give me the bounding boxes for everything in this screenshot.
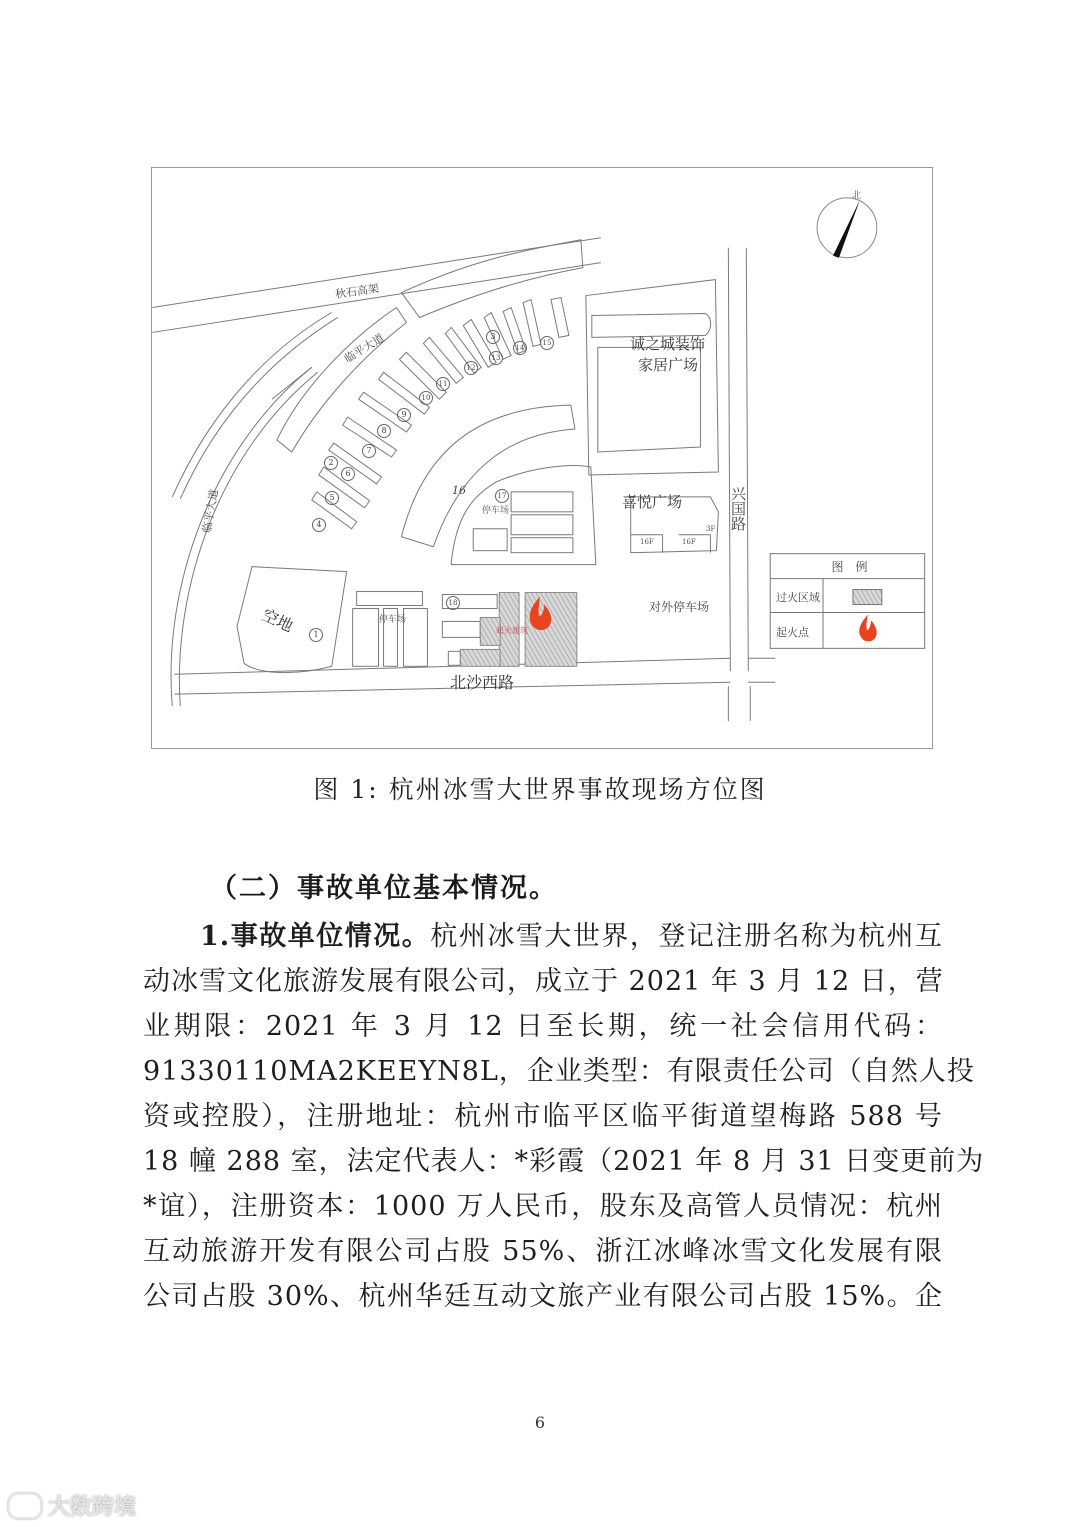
place-parking-17: 停车场 bbox=[482, 506, 510, 516]
building-number-2: 2 bbox=[324, 456, 338, 470]
building-number-5: 5 bbox=[325, 491, 339, 505]
building-number-8: 8 bbox=[377, 424, 391, 438]
floor-label: 3F bbox=[706, 525, 716, 533]
building-number-11: 11 bbox=[436, 377, 450, 391]
building-number-15: 15 bbox=[540, 336, 554, 350]
building-number-10: 10 bbox=[419, 391, 433, 405]
building-number-13: 13 bbox=[489, 351, 503, 365]
watermark bbox=[8, 1490, 136, 1521]
paragraph-line-7: *谊），注册资本：1000 万人民币，股东及高管人员情况：杭州 bbox=[143, 1191, 943, 1222]
floor-label: 16F bbox=[640, 538, 654, 546]
building-16: 16 bbox=[452, 484, 466, 497]
floor-label: 16F bbox=[682, 538, 696, 546]
paragraph-line-3: 业期限：2021 年 3 月 12 日至长期，统一社会信用代码： bbox=[143, 1011, 943, 1042]
site-map-figure bbox=[151, 167, 933, 749]
section-body bbox=[143, 914, 985, 1319]
building-number-3: 3 bbox=[486, 330, 500, 344]
place-parking-left: 停车场 bbox=[379, 615, 407, 625]
paragraph-line-4: 91330110MA2KEEYN8L，企业类型：有限责任公司（自然人投 bbox=[143, 1056, 975, 1087]
road-label-qiushi: 秋石高架 bbox=[334, 281, 380, 301]
place-chengzhicheng-2: 家居广场 bbox=[638, 356, 699, 374]
place-open-land: 空地 bbox=[259, 605, 297, 636]
legend-label-burned-area: 过火区域 bbox=[776, 591, 820, 604]
building-number-4: 4 bbox=[312, 518, 326, 532]
section-heading: （二）事故单位基本情况。 bbox=[210, 873, 558, 904]
building-number-17: 17 bbox=[495, 489, 509, 503]
building-number-7: 7 bbox=[362, 444, 376, 458]
place-fire-building: 起火建筑 bbox=[496, 626, 528, 635]
road-label-linping-top: 临平大道 bbox=[342, 331, 387, 366]
north-label: 北 bbox=[852, 191, 862, 201]
building-number-6: 6 bbox=[341, 467, 355, 481]
building-number-12: 12 bbox=[464, 361, 478, 375]
paragraph-lead: 1.事故单位情况。 bbox=[200, 921, 431, 952]
building-number-1: 1 bbox=[309, 628, 323, 642]
road-label-beisha: 北沙西路 bbox=[450, 673, 515, 692]
road-label-xingguo: 兴国路 bbox=[729, 486, 747, 531]
line-text: 杭州冰雪大世界，登记注册名称为杭州互 bbox=[430, 921, 944, 952]
building-number-9: 9 bbox=[397, 408, 411, 422]
north-compass-icon bbox=[817, 198, 877, 258]
paragraph-line-8: 互动旅游开发有限公司占股 55%、浙江冰峰冰雪文化发展有限 bbox=[143, 1236, 943, 1267]
road-label-linping-left: 临平大道 bbox=[200, 488, 221, 534]
legend-label-fire-origin: 起火点 bbox=[776, 626, 809, 639]
watermark-label: 大数跨境 bbox=[48, 1495, 137, 1520]
paragraph-line-5: 资或控股），注册地址：杭州市临平区临平街道望梅路 588 号 bbox=[143, 1101, 943, 1132]
figure-caption: 图 1: 杭州冰雪大世界事故现场方位图 bbox=[313, 775, 767, 804]
place-xiyue: 喜悦广场 bbox=[622, 493, 683, 511]
place-external-parking: 对外停车场 bbox=[649, 600, 710, 614]
site-map bbox=[152, 168, 932, 748]
building-number-14: 14 bbox=[513, 341, 527, 355]
paragraph-line-9: 公司占股 30%、杭州华廷互动文旅产业有限公司占股 15%。企 bbox=[143, 1281, 943, 1312]
building-number-18: 18 bbox=[446, 596, 460, 610]
paragraph-line-6: 18 幢 288 室，法定代表人：*彩霞（2021 年 8 月 31 日变更前为 bbox=[143, 1146, 985, 1177]
page-number: 6 bbox=[534, 1413, 546, 1432]
paragraph-line-2: 动冰雪文化旅游发展有限公司，成立于 2021 年 3 月 12 日，营 bbox=[143, 966, 944, 997]
legend-title: 图 例 bbox=[831, 560, 868, 574]
watermark-logo-icon bbox=[8, 1493, 42, 1519]
place-chengzhicheng-1: 诚之城装饰 bbox=[630, 335, 706, 353]
paragraph-line-1 bbox=[143, 914, 943, 959]
